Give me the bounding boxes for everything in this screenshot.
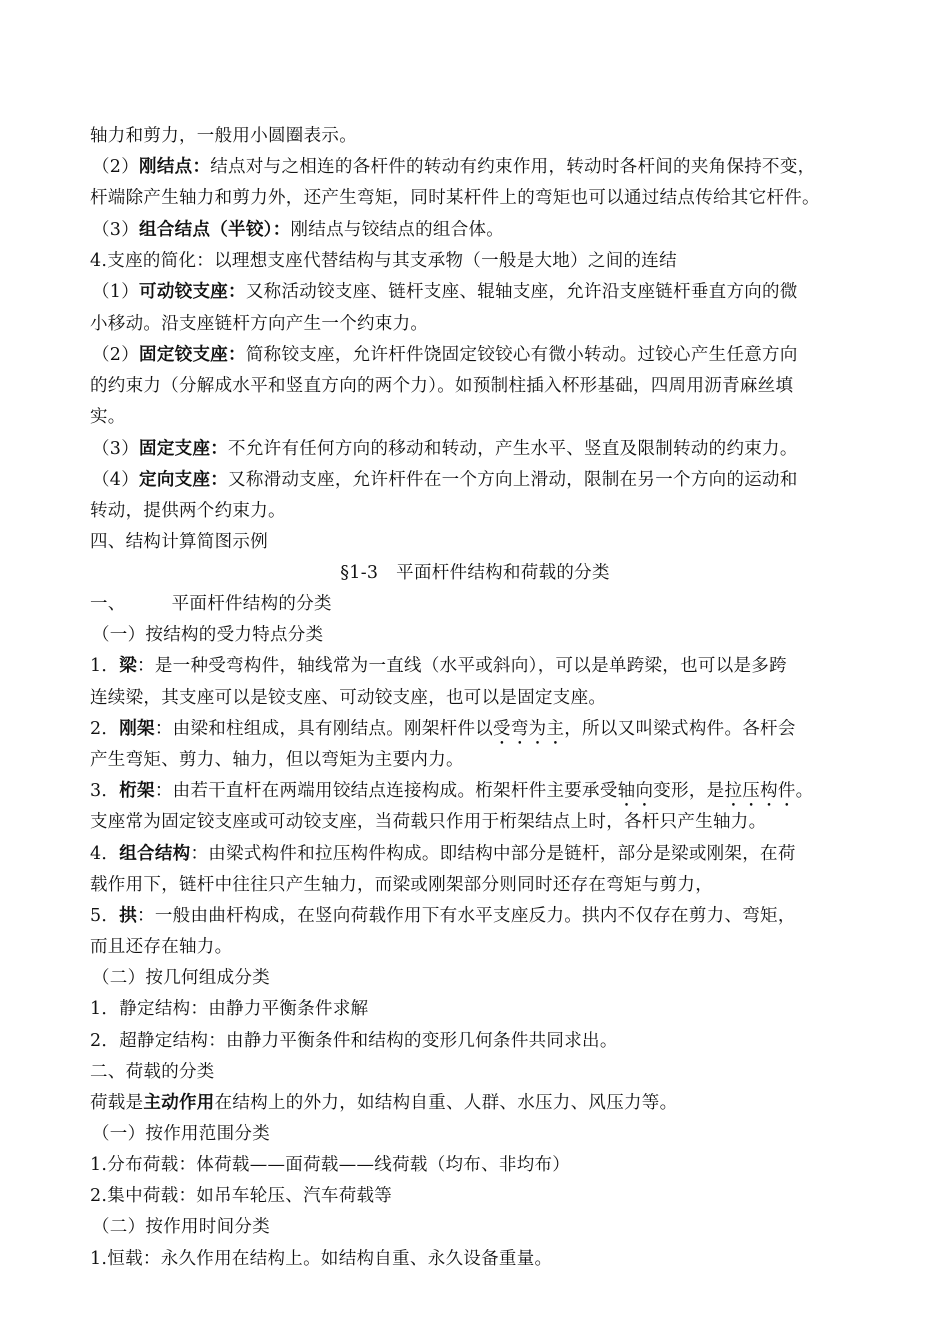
- section-heading: 四、结构计算简图示例: [90, 532, 268, 552]
- term-arch: 拱: [119, 906, 138, 926]
- text-line: 的约束力（分解成水平和竖直方向的两个力）。如预制柱插入杯形基础，四周用沥青麻丝填: [90, 376, 794, 396]
- chapter-title: §1-3 平面杆件结构和荷载的分类: [340, 563, 610, 583]
- text-line: （2）固定铰支座：简称铰支座，允许杆件饶固定铰铰心有微小转动。过铰心产生任意方向: [92, 345, 798, 365]
- subsection-heading: （二）按作用时间分类: [92, 1217, 270, 1237]
- text-line: 5．拱：一般由曲杆构成，在竖向荷载作用下有水平支座反力。拱内不仅存在剪力、弯矩，: [90, 906, 796, 926]
- section-heading: 一、 平面杆件结构的分类: [90, 594, 332, 614]
- term-beam: 梁: [119, 656, 138, 676]
- text-line: （4）定向支座：又称滑动支座，允许杆件在一个方向上滑动，限制在另一个方向的运动和: [92, 470, 798, 490]
- term-combined-joint: 组合结点（半铰）：: [139, 220, 291, 240]
- text-line: 1．梁：是一种受弯构件，轴线常为一直线（水平或斜向），可以是单跨梁，也可以是多跨: [90, 656, 787, 676]
- subsection-heading: （一）按作用范围分类: [92, 1124, 270, 1144]
- text-line: 轴力和剪力，一般用小圆圈表示。: [90, 126, 357, 146]
- text-line: 荷载是主动作用在结构上的外力，如结构自重、人群、水压力、风压力等。: [90, 1093, 678, 1113]
- text-line: 连续梁，其支座可以是铰支座、可动铰支座，也可以是固定支座。: [90, 688, 607, 708]
- subsection-heading: （一）按结构的受力特点分类: [92, 625, 324, 645]
- term-composite-structure: 组合结构: [119, 844, 191, 864]
- text-line: 1．静定结构：由静力平衡条件求解: [90, 999, 369, 1019]
- text-line: 产生弯矩、剪力、轴力，但以弯矩为主要内力。: [90, 750, 464, 770]
- text-line: 2．超静定结构：由静力平衡条件和结构的变形几何条件共同求出。: [90, 1031, 618, 1051]
- text-line: （2）刚结点：结点对与之相连的各杆件的转动有约束作用，转动时各杆间的夹角保持不变，: [92, 157, 816, 177]
- text-line: 支座常为固定铰支座或可动铰支座，当荷载只作用于桁架结点上时，各杆只产生轴力。: [90, 812, 767, 832]
- text-line: （3）组合结点（半铰）：刚结点与铰结点的组合体。: [92, 220, 505, 240]
- section-heading: 二、荷载的分类: [90, 1062, 215, 1082]
- emphasized-text: 拉压构件: [724, 781, 796, 801]
- text-line: （3）固定支座：不允许有任何方向的移动和转动，产生水平、竖直及限制转动的约束力。: [92, 439, 798, 459]
- text-line: 2．刚架：由梁和柱组成，具有刚结点。刚架杆件以受弯为主，所以又叫梁式构件。各杆会: [90, 719, 796, 739]
- text-line: 转动，提供两个约束力。: [90, 501, 286, 521]
- emphasized-text: 轴向: [617, 781, 654, 801]
- term-rigid-joint: 刚结点：: [139, 157, 211, 177]
- text-line: 实。: [90, 407, 126, 427]
- term-directional-support: 定向支座：: [139, 470, 229, 490]
- section-heading: 4.支座的简化：以理想支座代替结构与其支承物（一般是大地）之间的连结: [90, 251, 677, 271]
- term-movable-hinge-support: 可动铰支座：: [139, 282, 246, 302]
- text-line: 4．组合结构：由梁式构件和拉压构件构成。即结构中部分是链杆，部分是梁或刚架，在荷: [90, 844, 796, 864]
- emphasized-text: 受弯为主: [493, 719, 565, 739]
- text-line: 2.集中荷载：如吊车轮压、汽车荷载等: [90, 1186, 393, 1206]
- term-active-action: 主动作用: [143, 1093, 215, 1113]
- term-truss: 桁架: [119, 781, 155, 801]
- text-line: 1.分布荷载：体荷载——面荷载——线荷载（均布、非均布）: [90, 1155, 571, 1175]
- text-line: 3．桁架：由若干直杆在两端用铰结点连接构成。桁架杆件主要承受轴向变形，是拉压构件。: [90, 781, 814, 801]
- term-fixed-support: 固定支座：: [139, 439, 229, 459]
- text-line: 而且还存在轴力。: [90, 937, 233, 957]
- text-line: 杆端除产生轴力和剪力外，还产生弯矩，同时某杆件上的弯矩也可以通过结点传给其它杆件。: [90, 188, 820, 208]
- text-line: 1.恒载：永久作用在结构上。如结构自重、永久设备重量。: [90, 1249, 553, 1269]
- text-line: 载作用下，链杆中往往只产生轴力，而梁或刚架部分则同时还存在弯矩与剪力，: [90, 875, 713, 895]
- subsection-heading: （二）按几何组成分类: [92, 968, 270, 988]
- text-line: 小移动。沿支座链杆方向产生一个约束力。: [90, 314, 429, 334]
- term-rigid-frame: 刚架: [119, 719, 155, 739]
- text-line: （1）可动铰支座：又称活动铰支座、链杆支座、辊轴支座，允许沿支座链杆垂直方向的微: [92, 282, 798, 302]
- term-fixed-hinge-support: 固定铰支座：: [139, 345, 246, 365]
